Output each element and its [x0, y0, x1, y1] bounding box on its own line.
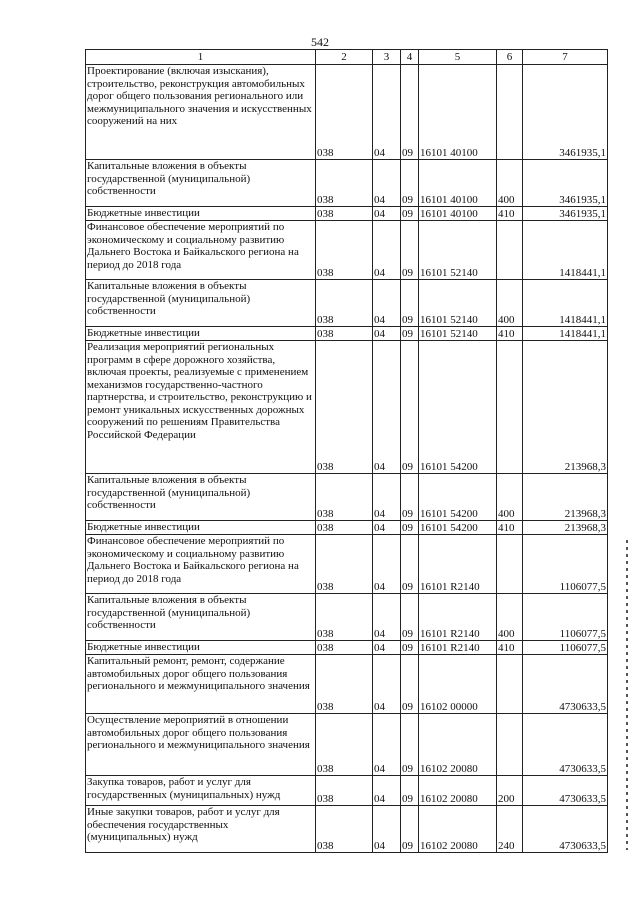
row-name: Капитальные вложения в объекты государственной (муниципальной) собственности	[86, 280, 316, 327]
table-row	[86, 776, 608, 806]
row-col-6	[497, 655, 523, 714]
table-row	[86, 641, 608, 655]
row-col-4: 09	[401, 535, 419, 594]
row-col-2: 038	[316, 521, 373, 535]
row-col-2: 038	[316, 207, 373, 221]
header-col-2: 2	[316, 50, 373, 65]
table-header-row	[86, 50, 608, 65]
table-row	[86, 221, 608, 280]
row-col-4: 09	[401, 806, 419, 853]
row-col-2: 038	[316, 327, 373, 341]
table-row	[86, 474, 608, 521]
row-col-5: 16101 52140	[419, 280, 497, 327]
table-row	[86, 207, 608, 221]
binding-edge-mark	[626, 540, 628, 850]
row-col-3: 04	[373, 327, 401, 341]
row-col-6: 200	[497, 776, 523, 806]
row-name: Осуществление мероприятий в отношении автомобильных дорог общего пользования регионального и межмуниципального значения	[86, 714, 316, 776]
row-col-6: 410	[497, 641, 523, 655]
header-col-1: 1	[86, 50, 316, 65]
row-col-5: 16101 R2140	[419, 641, 497, 655]
row-col-6	[497, 535, 523, 594]
table-row	[86, 521, 608, 535]
row-amount: 3461935,1	[523, 65, 608, 160]
row-name: Капитальный ремонт, ремонт, содержание автомобильных дорог общего пользования регионального и межмуниципального значения	[86, 655, 316, 714]
table-row	[86, 327, 608, 341]
row-col-6: 410	[497, 521, 523, 535]
row-col-4: 09	[401, 641, 419, 655]
row-amount: 1418441,1	[523, 327, 608, 341]
row-col-3: 04	[373, 65, 401, 160]
budget-table	[85, 49, 608, 853]
row-col-2: 038	[316, 474, 373, 521]
row-name: Реализация мероприятий региональных программ в сфере дорожного хозяйства, включая проекты, реализуемые с применением механизмов государственно-частного партнерства, и строительство, реконструкцию и ремонт уникальных искусственных дорожных сооружений по решениям Правительства Российской Федерации	[86, 341, 316, 474]
row-col-6	[497, 65, 523, 160]
row-col-3: 04	[373, 641, 401, 655]
row-col-2: 038	[316, 806, 373, 853]
row-col-5: 16102 20080	[419, 714, 497, 776]
row-col-4: 09	[401, 327, 419, 341]
header-col-5: 5	[419, 50, 497, 65]
row-col-2: 038	[316, 221, 373, 280]
row-col-4: 09	[401, 221, 419, 280]
table-row	[86, 160, 608, 207]
row-col-4: 09	[401, 521, 419, 535]
row-name: Закупка товаров, работ и услуг для государственных (муниципальных) нужд	[86, 776, 316, 806]
row-name: Финансовое обеспечение мероприятий по экономическому и социальному развитию Дальнего Востока и Байкальского региона на период до 2018 года	[86, 221, 316, 280]
row-col-3: 04	[373, 474, 401, 521]
row-col-4: 09	[401, 341, 419, 474]
row-amount: 213968,3	[523, 341, 608, 474]
row-col-3: 04	[373, 806, 401, 853]
row-col-4: 09	[401, 655, 419, 714]
row-amount: 1418441,1	[523, 280, 608, 327]
row-name: Капитальные вложения в объекты государственной (муниципальной) собственности	[86, 594, 316, 641]
page-number: 542	[311, 35, 329, 49]
row-amount: 4730633,5	[523, 655, 608, 714]
row-col-2: 038	[316, 594, 373, 641]
row-amount: 4730633,5	[523, 714, 608, 776]
row-col-5: 16101 40100	[419, 160, 497, 207]
row-col-5: 16101 54200	[419, 341, 497, 474]
row-col-5: 16101 R2140	[419, 535, 497, 594]
row-col-4: 09	[401, 65, 419, 160]
row-col-5: 16101 52140	[419, 327, 497, 341]
row-col-5: 16101 54200	[419, 521, 497, 535]
row-col-2: 038	[316, 535, 373, 594]
row-col-3: 04	[373, 535, 401, 594]
row-name: Иные закупки товаров, работ и услуг для обеспечения государственных (муниципальных) нужд	[86, 806, 316, 853]
row-col-4: 09	[401, 594, 419, 641]
row-col-3: 04	[373, 221, 401, 280]
row-amount: 1418441,1	[523, 221, 608, 280]
row-col-3: 04	[373, 655, 401, 714]
row-amount: 3461935,1	[523, 160, 608, 207]
row-col-2: 038	[316, 341, 373, 474]
row-col-4: 09	[401, 160, 419, 207]
row-col-5: 16102 00000	[419, 655, 497, 714]
header-col-6: 6	[497, 50, 523, 65]
table-row	[86, 280, 608, 327]
row-col-6: 240	[497, 806, 523, 853]
row-col-6: 400	[497, 474, 523, 521]
table-row	[86, 806, 608, 853]
row-col-2: 038	[316, 280, 373, 327]
row-col-5: 16101 R2140	[419, 594, 497, 641]
row-amount: 1106077,5	[523, 641, 608, 655]
header-col-7: 7	[523, 50, 608, 65]
row-col-2: 038	[316, 776, 373, 806]
row-amount: 4730633,5	[523, 776, 608, 806]
row-amount: 4730633,5	[523, 806, 608, 853]
row-name: Бюджетные инвестиции	[86, 207, 316, 221]
row-amount: 1106077,5	[523, 594, 608, 641]
row-col-3: 04	[373, 776, 401, 806]
row-col-4: 09	[401, 474, 419, 521]
row-col-2: 038	[316, 641, 373, 655]
row-amount: 3461935,1	[523, 207, 608, 221]
row-col-6	[497, 341, 523, 474]
table-row	[86, 594, 608, 641]
table-row	[86, 655, 608, 714]
row-name: Капитальные вложения в объекты государственной (муниципальной) собственности	[86, 160, 316, 207]
row-col-4: 09	[401, 280, 419, 327]
table-row	[86, 65, 608, 160]
row-name: Проектирование (включая изыскания), строительство, реконструкция автомобильных дорог общего пользования регионального или межмуниципального значения и искусственных сооружений на них	[86, 65, 316, 160]
row-col-5: 16101 54200	[419, 474, 497, 521]
row-col-4: 09	[401, 714, 419, 776]
row-amount: 213968,3	[523, 521, 608, 535]
row-name: Капитальные вложения в объекты государственной (муниципальной) собственности	[86, 474, 316, 521]
row-col-6: 410	[497, 327, 523, 341]
row-col-6: 400	[497, 594, 523, 641]
row-col-5: 16102 20080	[419, 806, 497, 853]
row-name: Бюджетные инвестиции	[86, 327, 316, 341]
row-col-3: 04	[373, 521, 401, 535]
row-amount: 1106077,5	[523, 535, 608, 594]
row-col-3: 04	[373, 160, 401, 207]
row-col-2: 038	[316, 160, 373, 207]
row-col-6	[497, 221, 523, 280]
row-col-5: 16102 20080	[419, 776, 497, 806]
table-row	[86, 535, 608, 594]
row-col-2: 038	[316, 65, 373, 160]
row-name: Финансовое обеспечение мероприятий по экономическому и социальному развитию Дальнего Востока и Байкальского региона на период до 2018 года	[86, 535, 316, 594]
row-col-2: 038	[316, 714, 373, 776]
row-col-6	[497, 714, 523, 776]
row-col-3: 04	[373, 714, 401, 776]
row-col-5: 16101 40100	[419, 65, 497, 160]
row-col-3: 04	[373, 341, 401, 474]
row-name: Бюджетные инвестиции	[86, 521, 316, 535]
row-col-2: 038	[316, 655, 373, 714]
header-col-3: 3	[373, 50, 401, 65]
row-col-5: 16101 52140	[419, 221, 497, 280]
table-row	[86, 714, 608, 776]
row-amount: 213968,3	[523, 474, 608, 521]
row-name: Бюджетные инвестиции	[86, 641, 316, 655]
row-col-4: 09	[401, 776, 419, 806]
table-row	[86, 341, 608, 474]
row-col-5: 16101 40100	[419, 207, 497, 221]
row-col-6: 400	[497, 160, 523, 207]
row-col-6: 410	[497, 207, 523, 221]
row-col-3: 04	[373, 207, 401, 221]
header-col-4: 4	[401, 50, 419, 65]
row-col-3: 04	[373, 594, 401, 641]
row-col-3: 04	[373, 280, 401, 327]
row-col-4: 09	[401, 207, 419, 221]
row-col-6: 400	[497, 280, 523, 327]
